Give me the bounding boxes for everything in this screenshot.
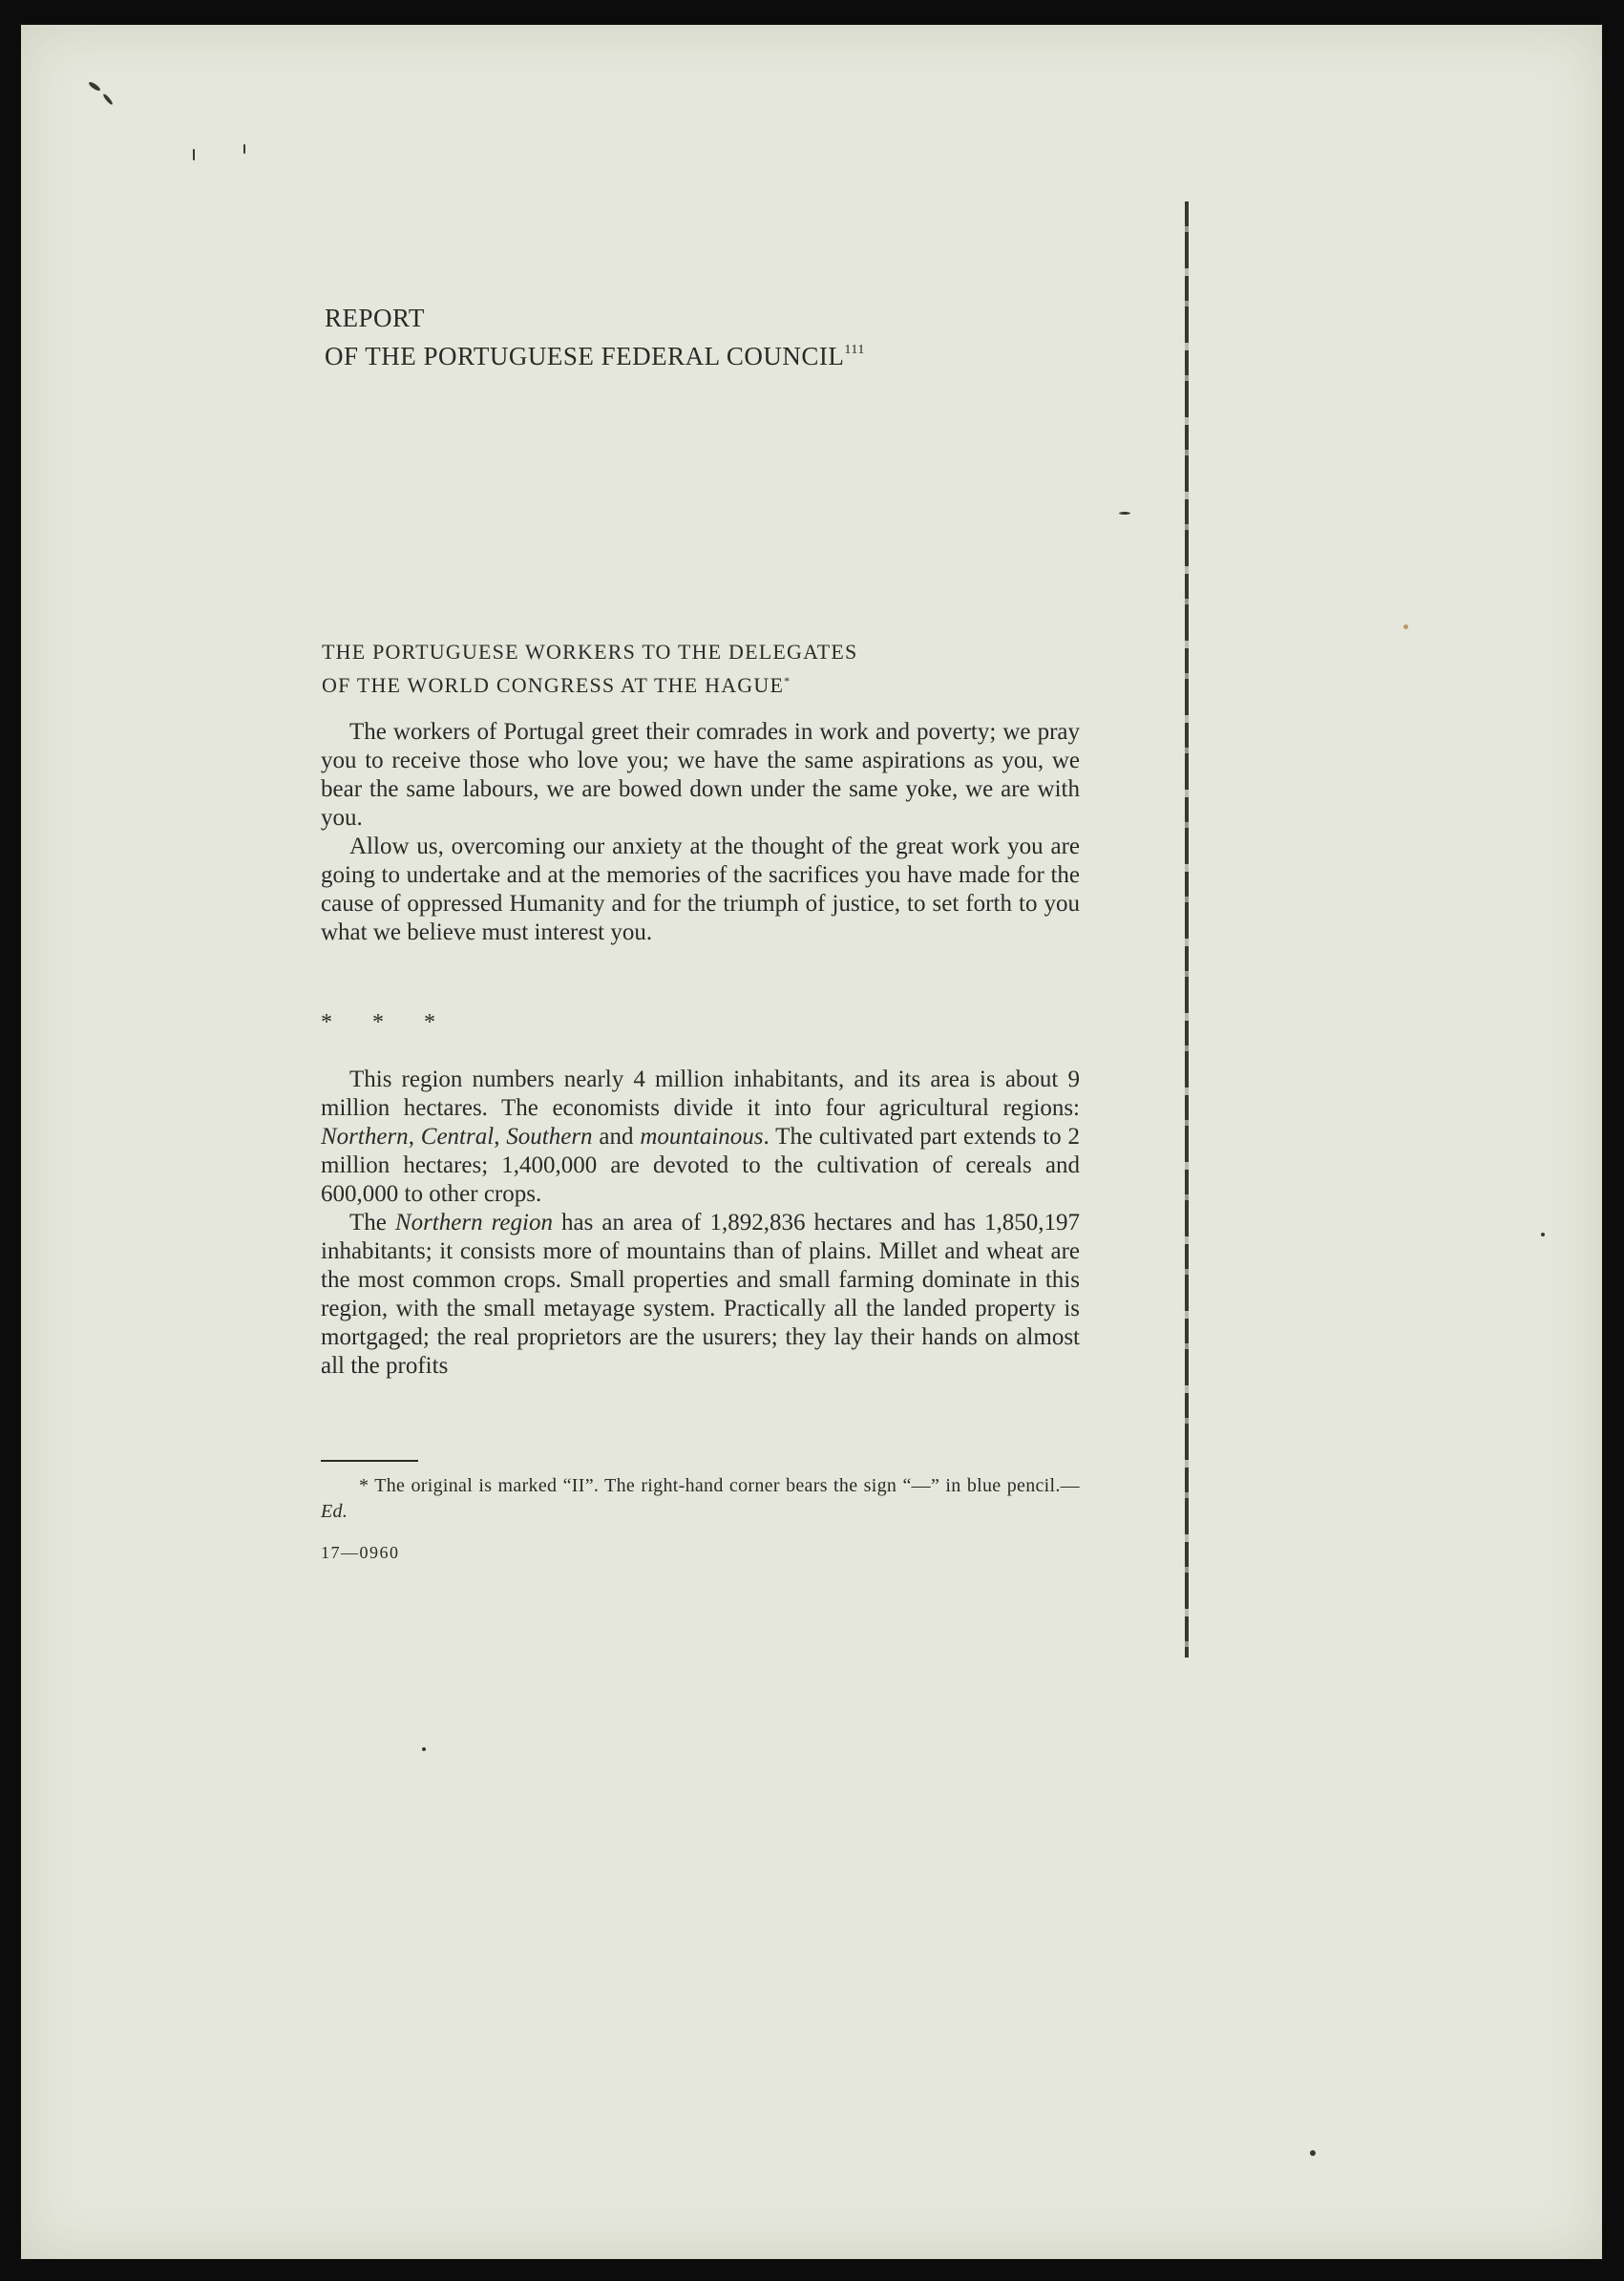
margin-marking-line — [1185, 201, 1189, 1658]
region-central: Central — [420, 1124, 495, 1150]
paper-speck — [102, 93, 114, 105]
comma: , — [494, 1124, 507, 1150]
region-southern: Southern — [506, 1124, 593, 1150]
report-title-line2-text: OF THE PORTUGUESE FEDERAL COUNCIL — [325, 342, 845, 370]
footnote-text — [321, 1473, 1080, 1525]
document-page — [21, 25, 1602, 2259]
paragraph-allow-us: Allow us, overcoming our anxiety at the thought of the great work you are going to undertake and at the memories of the sacrifices you have made for the cause of oppressed Humanity and for the triumph of justice, to set forth to you what we believe must interest you. — [321, 834, 1080, 945]
paragraph-greeting: The workers of Portugal greet their comrades in work and poverty; we pray you to receive those who love you; we have the same aspirations as you, we bear the same labours, we are bowed down under the same yoke, we are with you. — [321, 719, 1080, 831]
footnote — [321, 1473, 1080, 1525]
footnote-body: * The original is marked “II”. The right-hand corner bears the sign “—” in blue pencil.— — [359, 1475, 1080, 1496]
footnote-rule — [321, 1460, 418, 1462]
paper-speck — [1119, 512, 1130, 515]
endnote-reference: 111 — [844, 343, 865, 357]
report-title-line2 — [325, 334, 865, 372]
region-northern: Northern — [321, 1124, 409, 1150]
paragraph-northern-lead: The — [349, 1210, 395, 1236]
opening-section — [321, 718, 1080, 947]
comma: , — [408, 1124, 421, 1150]
paper-speck — [1403, 624, 1408, 629]
region-mountainous: mountainous — [640, 1124, 764, 1150]
paragraph-northern-text: has an area of 1,892,836 hectares and has 1,850,197 inhabitants; it consists more of mountains than of plains. Millet and wheat are the most common crops. Small properties and small farming dominate in this region, with the small metayage system. Practically all the landed property is mortgaged; the real proprietors are the usurers; they lay their hands on almost all the profits — [321, 1210, 1080, 1379]
paper-speck — [1310, 2150, 1316, 2156]
paper-speck — [422, 1747, 426, 1751]
conjunction: and — [592, 1124, 641, 1150]
printer-signature: 17—0960 — [321, 1543, 400, 1562]
address-heading-line1: THE PORTUGUESE WORKERS TO THE DELEGATES — [322, 640, 858, 664]
paper-speck — [193, 149, 195, 160]
regions-section — [321, 1066, 1080, 1381]
address-heading — [322, 638, 857, 700]
report-title-line1: REPORT — [325, 304, 425, 332]
paper-speck — [243, 144, 245, 154]
paragraph-regions-text: This region numbers nearly 4 million inhabitants, and its area is about 9 million hectares. The economists divide it into four agricultural regions: — [321, 1067, 1080, 1121]
paragraph-regions-tail: . The cultivated part extends to 2 million hectares; 1,400,000 are devoted to the cultivation of cereals and 600,000 to other crops. — [321, 1124, 1080, 1207]
report-title — [325, 302, 865, 372]
footnote-editor-mark: Ed. — [321, 1501, 348, 1522]
paper-speck — [88, 80, 101, 92]
paragraph-northern-region — [321, 1209, 1080, 1381]
paragraph-regions — [321, 1066, 1080, 1209]
paper-speck — [1541, 1233, 1545, 1236]
footnote-marker: * — [784, 674, 791, 687]
northern-region-term: Northern region — [394, 1210, 553, 1236]
address-heading-line2 — [322, 666, 857, 700]
address-heading-line2-text: OF THE WORLD CONGRESS AT THE HAGUE — [322, 673, 785, 697]
section-separator: * * * — [321, 1010, 453, 1035]
